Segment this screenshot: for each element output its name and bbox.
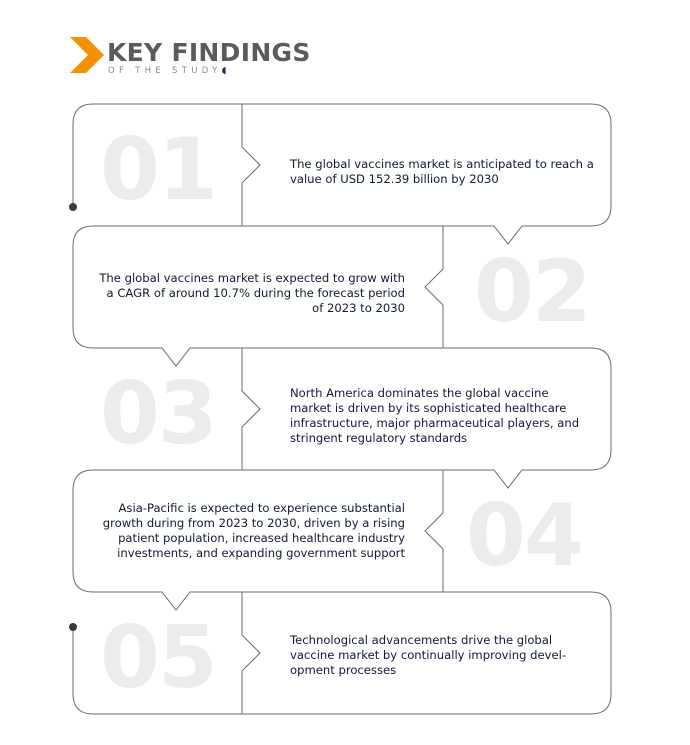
finding-text-01: The global vaccines market is anticipated to reach a value of USD 152.39 billion by 2030 [290,157,594,186]
finding-number-04: 04 [466,486,582,586]
finding-text-03: North America dominates the global vaccine market is driven by its sophisticated healthcare infrastructure, major pharmaceutical players, and stringent regulatory standards [290,386,580,445]
finding-number-01: 01 [100,120,216,220]
finding-text-04: Asia-Pacific is expected to experience substantial growth during from 2023 to 2030, driven by a rising patient population, increased healthcare industry investments, and expanding government support [102,501,405,560]
finding-text-02: The global vaccines market is expected to grow with a CAGR of around 10.7% during the forecast period of 2023 to 2030 [99,271,405,315]
connector-dot-top [69,203,77,211]
pointer-01 [242,147,260,183]
brand-title: KEY FINDINGS [107,38,311,67]
pointer-03 [242,391,260,427]
finding-number-03: 03 [100,364,216,464]
finding-number-02: 02 [474,242,590,342]
brand-subtitle-mark: ◖ [221,66,227,76]
brand-chevron-icon [70,37,104,73]
pointer-05 [242,635,260,671]
brand-subtitle-text: OF THE STUDY [108,66,222,76]
brand-subtitle [108,66,226,76]
finding-text-05: Technological advancements drive the global vaccine market by continually improving devel-opment processes [290,633,567,677]
finding-number-05: 05 [100,608,216,708]
connector-line-top [73,104,93,207]
connector-dot-bottom [69,623,77,631]
pointer-02 [425,269,443,305]
pointer-04 [425,513,443,549]
